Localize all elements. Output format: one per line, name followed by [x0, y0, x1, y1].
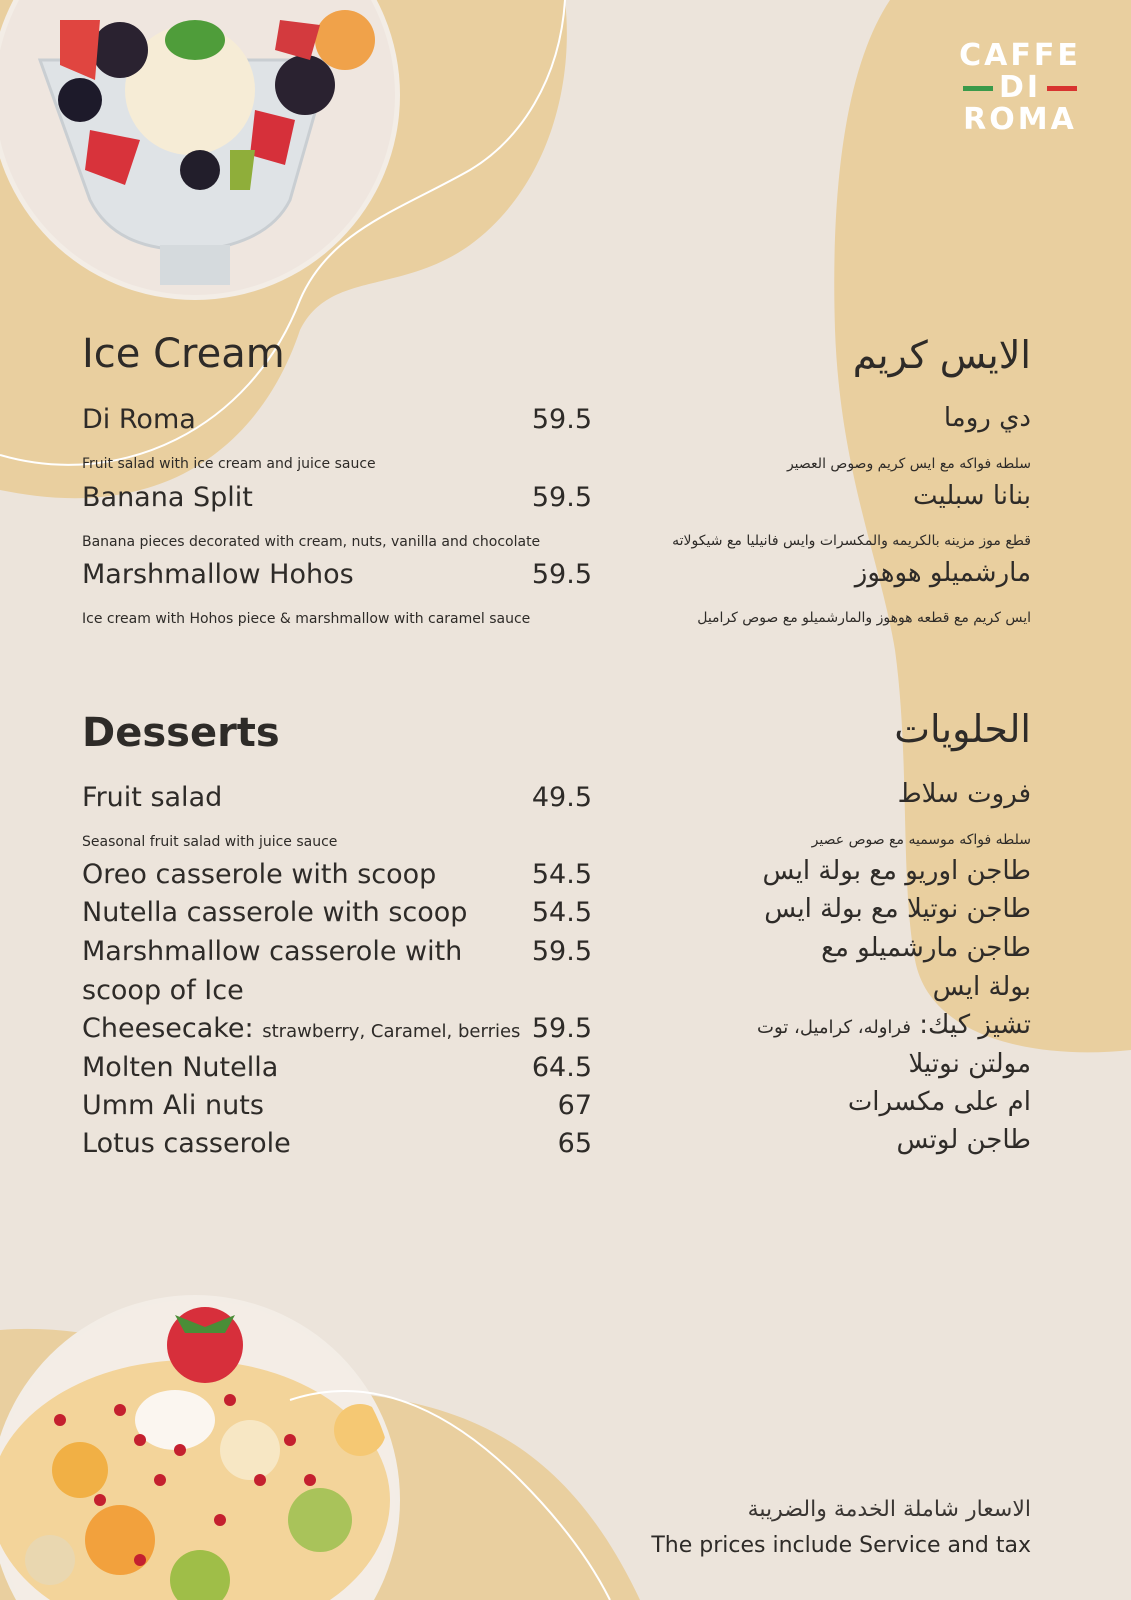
- menu-item-price: 59.5: [531, 404, 592, 435]
- desserts-title-en: Desserts: [82, 710, 280, 756]
- menu-item-desc-en: Fruit salad with ice cream and juice sauce: [82, 456, 376, 472]
- menu-item-name-en: Di Roma: [82, 404, 196, 435]
- cheesecake-name-en: Cheesecake:: [82, 1013, 254, 1044]
- menu-item-price: 54.5: [531, 897, 592, 928]
- menu-item-name-en: Banana Split: [82, 482, 253, 513]
- menu-item-price: 64.5: [531, 1052, 592, 1083]
- logo-green-bar: [963, 86, 993, 91]
- menu-item-desc-en: Ice cream with Hohos piece & marshmallow with caramel sauce: [82, 611, 531, 627]
- menu-item-name-en: Oreo casserole with scoop: [82, 859, 437, 890]
- logo-line-2-text: DI: [998, 70, 1042, 105]
- menu-item-name-en: Marshmallow Hohos: [82, 559, 354, 590]
- menu-item-name-ar: فروت سلاط: [897, 779, 1031, 809]
- menu-item-price: 59.5: [531, 936, 592, 967]
- menu-item-desc-ar: سلطه فواكه مع ايس كريم وصوص العصير: [786, 456, 1031, 472]
- menu-item-name-ar: [757, 1010, 1031, 1040]
- menu-item-name-en: Nutella casserole with scoop: [82, 897, 468, 928]
- menu-item-price: 49.5: [531, 782, 592, 813]
- cheesecake-flavors-ar: فراوله، كراميل، توت: [757, 1017, 911, 1038]
- logo-line-1: CAFFE: [959, 38, 1081, 73]
- desserts-title-ar: الحلويات: [894, 707, 1031, 751]
- menu-item-name-ar: بنانا سبليت: [912, 481, 1031, 511]
- menu-item-price: 59.5: [531, 1013, 592, 1044]
- menu-item-price: 65: [557, 1128, 592, 1159]
- logo-line-3: ROMA: [963, 102, 1077, 137]
- logo-line-2: [950, 72, 1090, 104]
- menu-item-desc-en: Banana pieces decorated with cream, nuts, vanilla and chocolate: [82, 534, 541, 550]
- menu-item-name-ar: مارشميلو هوهوز: [854, 558, 1031, 588]
- menu-item-name-ar: ام على مكسرات: [847, 1087, 1031, 1117]
- menu-item-name-ar: مولتن نوتيلا: [908, 1049, 1031, 1079]
- footer-note-ar: الاسعار شاملة الخدمة والضريبة: [747, 1497, 1031, 1522]
- menu-item-desc-ar: قطع موز مزينه بالكريمه والمكسرات وايس فانيليا مع شيكولاته: [672, 533, 1031, 549]
- menu-item-desc-ar: ايس كريم مع قطعه هوهوز والمارشميلو مع صوص كراميل: [697, 610, 1031, 626]
- menu-item-name-en: Umm Ali nuts: [82, 1090, 264, 1121]
- menu-item-price: 59.5: [531, 559, 592, 590]
- menu-item-name-ar: طاجن مارشميلو مع: [821, 933, 1031, 963]
- menu-item-price: 59.5: [531, 482, 592, 513]
- ice-cream-title-ar: الايس كريم: [852, 333, 1031, 377]
- brand-logo: [950, 40, 1090, 136]
- menu-item-name-ar: دي روما: [943, 403, 1031, 433]
- cheesecake-flavors-en: strawberry, Caramel, berries: [262, 1021, 521, 1042]
- footer-note-en: The prices include Service and tax: [651, 1533, 1031, 1558]
- menu-item-desc-en: Seasonal fruit salad with juice sauce: [82, 834, 338, 850]
- menu-item-name-ar: طاجن نوتيلا مع بولة ايس: [764, 894, 1031, 924]
- menu-item-name-ar: طاجن اوريو مع بولة ايس: [762, 856, 1031, 886]
- logo-red-bar: [1047, 86, 1077, 91]
- cheesecake-name-ar: تشيز كيك:: [919, 1010, 1031, 1040]
- menu-item-desc-ar: سلطه فواكه موسميه مع صوص عصير: [811, 832, 1031, 848]
- menu-item-name-ar-cont: بولة ايس: [932, 972, 1031, 1002]
- menu-item-name-ar: طاجن لوتس: [896, 1125, 1031, 1155]
- menu-item-price: 54.5: [531, 859, 592, 890]
- menu-item-price: 67: [557, 1090, 592, 1121]
- menu-item-name-en: [82, 1013, 520, 1044]
- menu-item-name-en: Molten Nutella: [82, 1052, 279, 1083]
- menu-item-name-en: Lotus casserole: [82, 1128, 291, 1159]
- menu-item-name-en-cont: scoop of Ice: [82, 975, 244, 1006]
- ice-cream-title-en: Ice Cream: [82, 331, 285, 377]
- menu-item-name-en: Fruit salad: [82, 782, 223, 813]
- menu-item-name-en: Marshmallow casserole with: [82, 936, 463, 967]
